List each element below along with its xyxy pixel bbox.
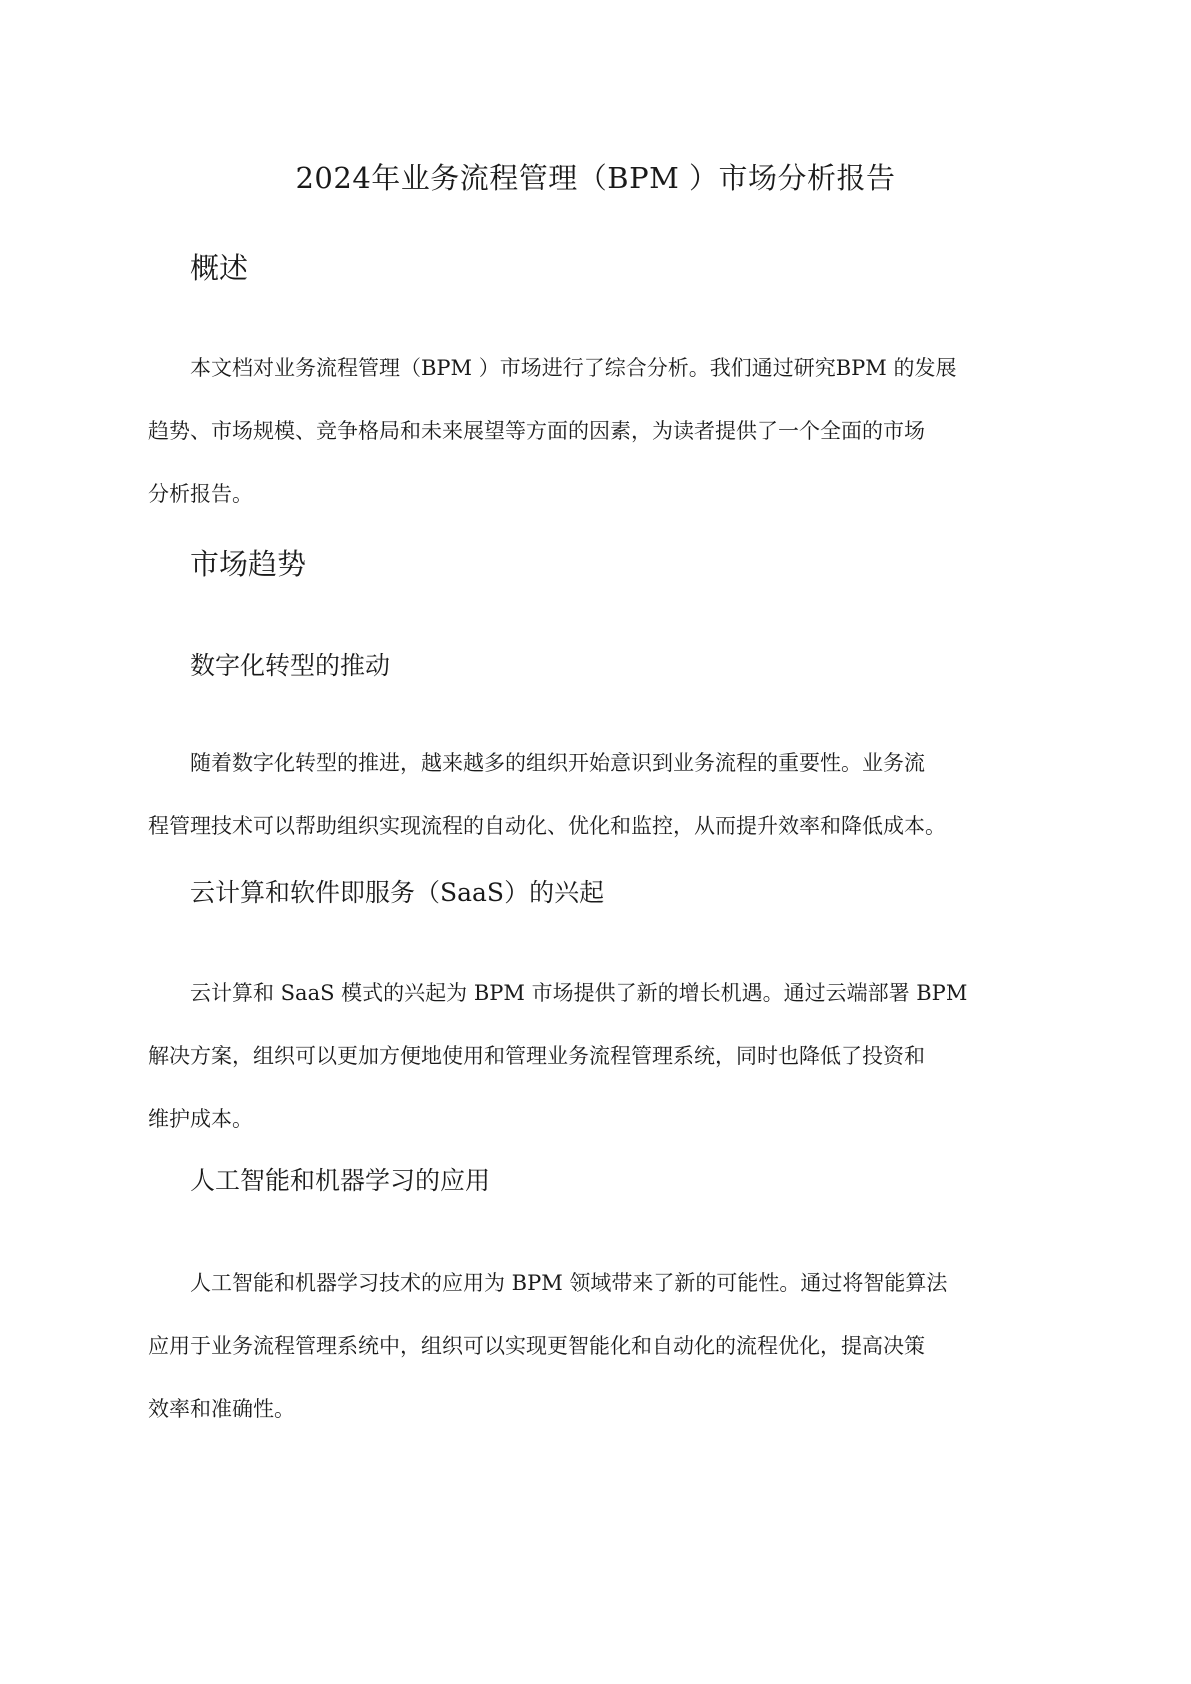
paragraph-line: 效率和准确性。 xyxy=(148,1397,295,1421)
paragraph-digital xyxy=(148,747,1048,843)
subsection-heading-cloud: 云计算和软件即服务（SaaS）的兴起 xyxy=(190,878,605,907)
paragraph-line: 解决方案，组织可以更加方便地使用和管理业务流程管理系统，同时也降低了投资和 xyxy=(148,1044,925,1068)
subsection-heading-digital: 数字化转型的推动 xyxy=(190,651,391,680)
section-heading-overview: 概述 xyxy=(190,251,249,285)
paragraph-cloud xyxy=(148,977,1048,1136)
paragraph-line: 趋势、市场规模、竞争格局和未来展望等方面的因素，为读者提供了一个全面的市场 xyxy=(148,419,925,443)
paragraph-line: 云计算和 SaaS 模式的兴起为 BPM 市场提供了新的增长机遇。通过云端部署 BPM xyxy=(190,981,968,1005)
paragraph-overview xyxy=(148,352,1048,511)
paragraph-line: 程管理技术可以帮助组织实现流程的自动化、优化和监控，从而提升效率和降低成本。 xyxy=(148,814,946,838)
paragraph-line: 维护成本。 xyxy=(148,1107,253,1131)
paragraph-ai xyxy=(148,1267,1048,1426)
paragraph-line: 应用于业务流程管理系统中，组织可以实现更智能化和自动化的流程优化，提高决策 xyxy=(148,1334,925,1358)
subsection-heading-ai: 人工智能和机器学习的应用 xyxy=(190,1166,491,1195)
paragraph-line: 分析报告。 xyxy=(148,482,253,506)
document-title: 2024年业务流程管理（BPM ）市场分析报告 xyxy=(295,161,896,195)
section-heading-trends: 市场趋势 xyxy=(190,547,307,581)
paragraph-line: 人工智能和机器学习技术的应用为 BPM 领域带来了新的可能性。通过将智能算法 xyxy=(190,1271,948,1295)
paragraph-line: 随着数字化转型的推进，越来越多的组织开始意识到业务流程的重要性。业务流 xyxy=(190,751,925,775)
paragraph-line: 本文档对业务流程管理（BPM ）市场进行了综合分析。我们通过研究BPM 的发展 xyxy=(190,356,957,380)
